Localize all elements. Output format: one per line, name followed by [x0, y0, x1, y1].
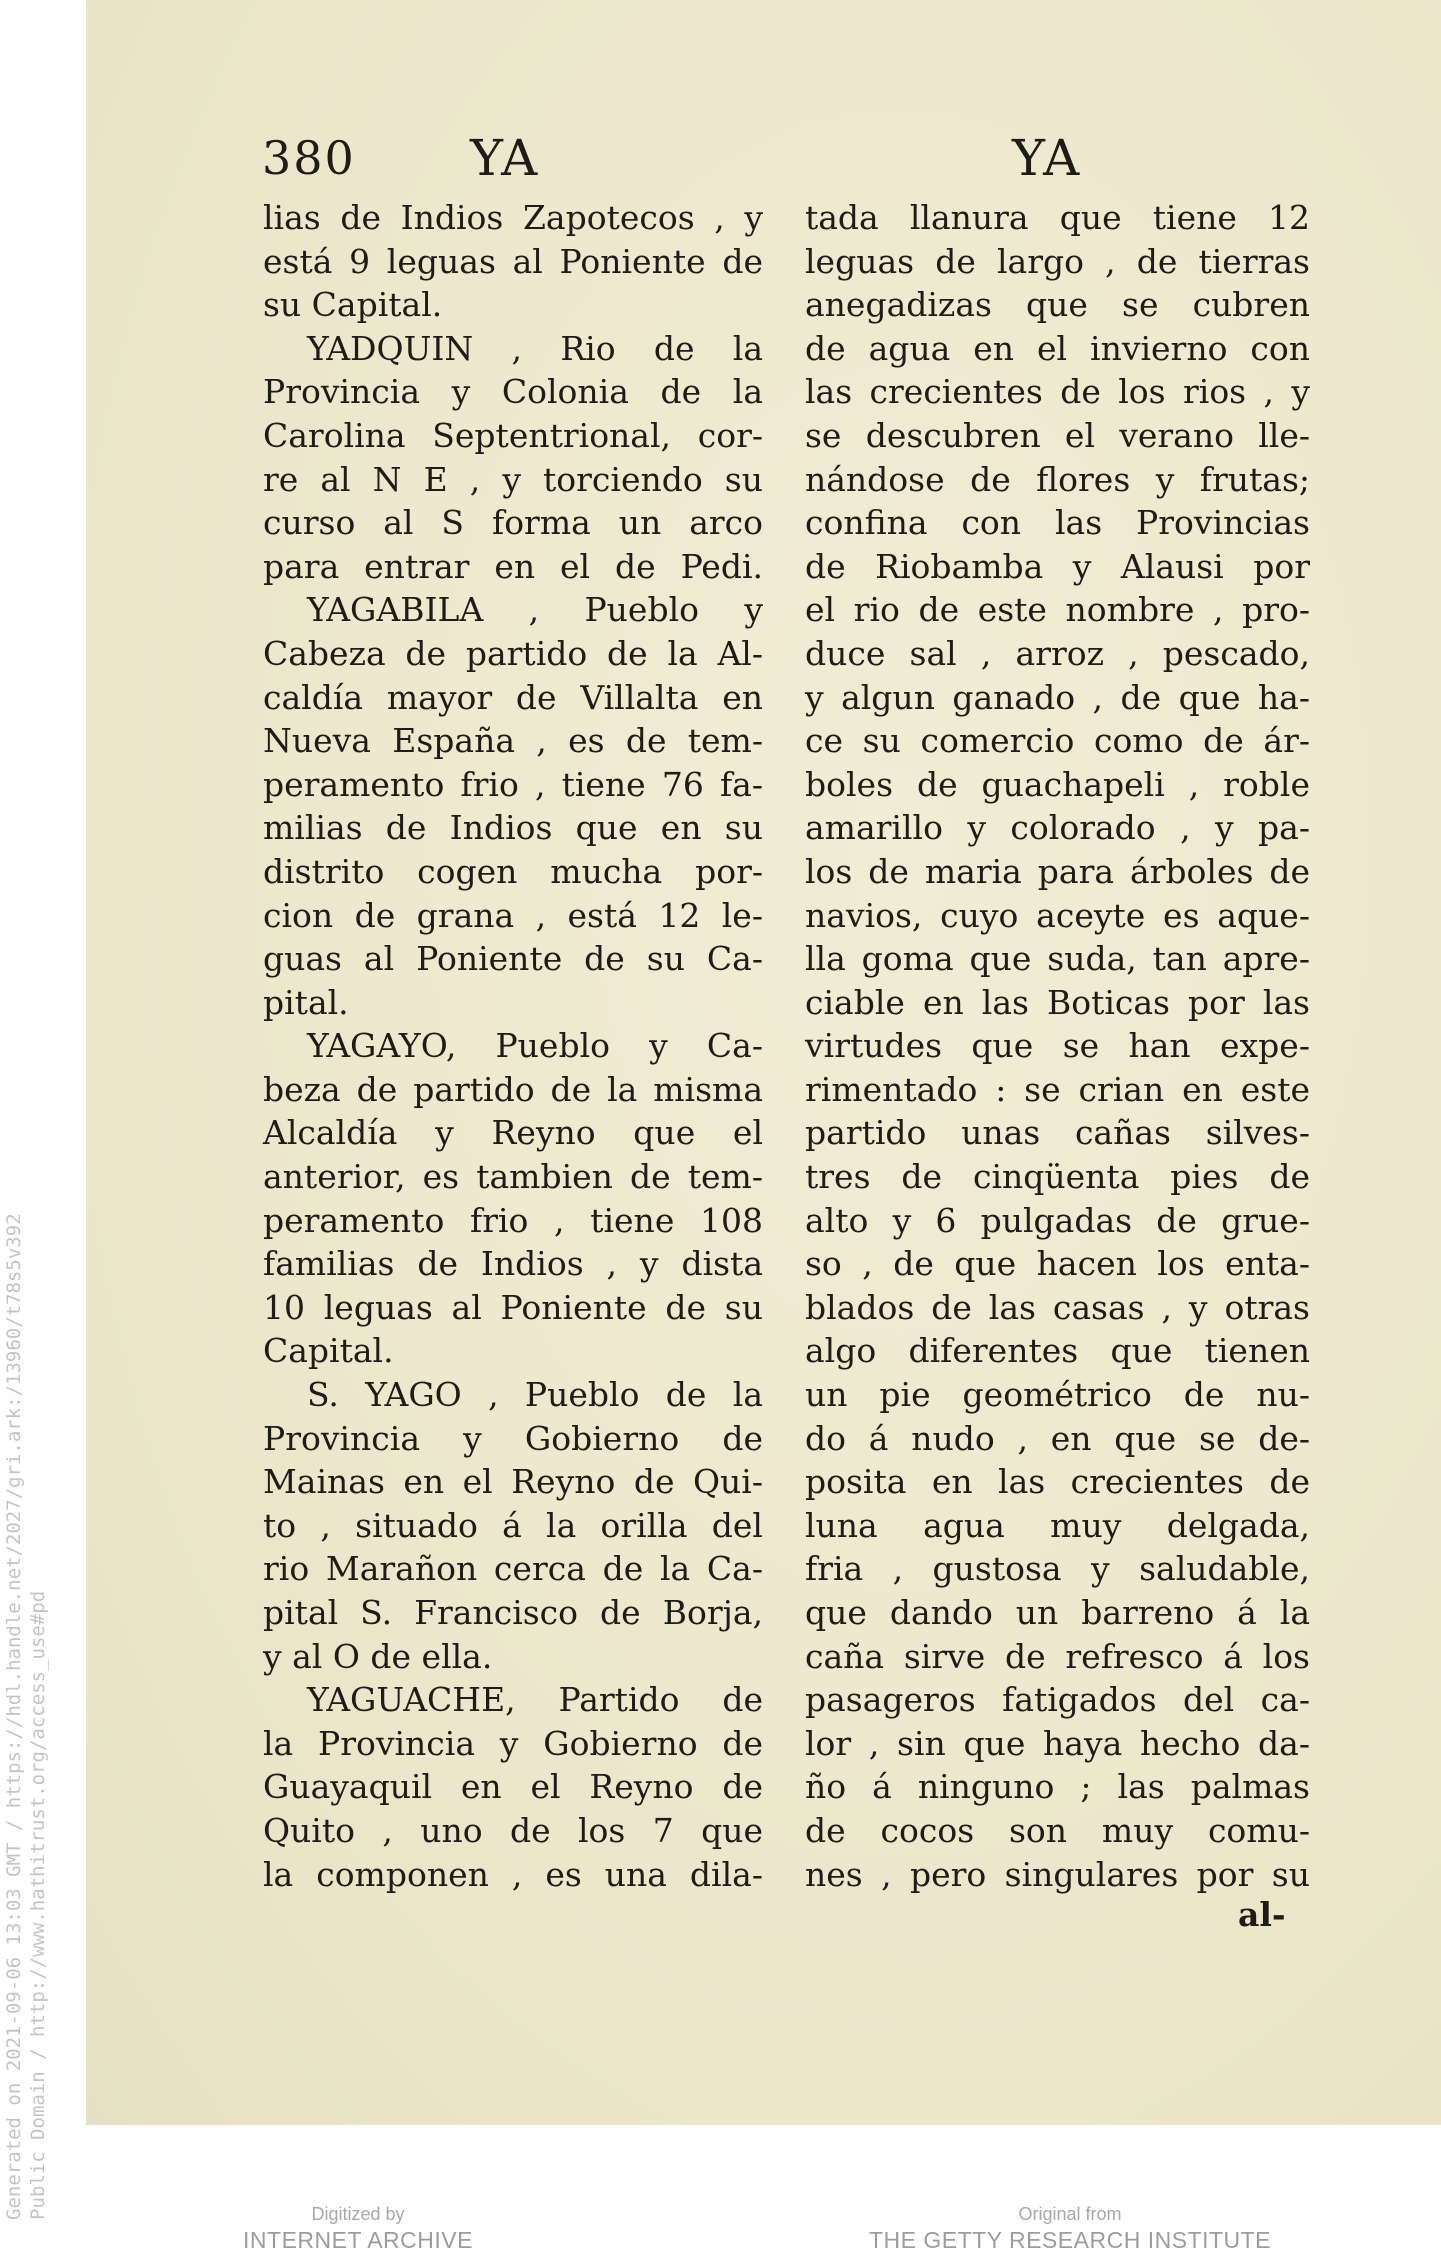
text-line: anegadizas que se cubren: [805, 285, 1310, 325]
text-line: guas al Poniente de su Ca-: [263, 939, 763, 979]
text-line: de Riobamba y Alausi por: [805, 546, 1310, 586]
text-line: un pie geométrico de nu-: [805, 1375, 1310, 1415]
text-line: partido unas cañas silves-: [805, 1113, 1310, 1153]
text-line: ciable en las Boticas por las: [805, 982, 1310, 1022]
text-line: beza de partido de la misma: [263, 1069, 763, 1109]
text-line: luna agua muy delgada,: [805, 1505, 1310, 1545]
text-line: confina con las Provincias: [805, 503, 1310, 543]
text-line: la Provincia y Gobierno de: [263, 1723, 763, 1763]
text-line: ce su comercio como de ár-: [805, 721, 1310, 761]
running-head-left: YA: [470, 129, 540, 187]
page-number: 380: [262, 131, 356, 185]
text-line: las crecientes de los rios , y: [805, 372, 1310, 412]
text-line: su Capital.: [263, 285, 443, 325]
text-line: rio Marañon cerca de la Ca-: [263, 1549, 763, 1589]
text-line: tres de cinqüenta pies de: [805, 1157, 1310, 1197]
text-line: do á nudo , en que se de-: [805, 1418, 1310, 1458]
running-head-right: YA: [1012, 129, 1082, 187]
text-line: Provincia y Gobierno de: [263, 1418, 763, 1458]
text-line: amarillo y colorado , y pa-: [805, 808, 1310, 848]
right-text-column: [805, 196, 1310, 1896]
text-line: YADQUIN , Rio de la: [307, 328, 763, 368]
text-line: de agua en el invierno con: [805, 328, 1310, 368]
text-line: el rio de este nombre , pro-: [805, 590, 1310, 630]
text-line: los de maria para árboles de: [805, 851, 1310, 891]
text-line: milias de Indios que en su: [263, 808, 763, 848]
text-line: Quito , uno de los 7 que: [263, 1810, 763, 1850]
text-line: cion de grana , está 12 le-: [263, 895, 763, 935]
text-line: y algun ganado , de que ha-: [805, 677, 1310, 717]
text-line: peramento frio , tiene 108: [263, 1200, 763, 1240]
watermark-line-1: Generated on 2021-09-06 13:03 GMT / https://hdl.handle.net/2027/gri.ark:/13960/t78s5v392: [3, 1213, 25, 2220]
text-line: duce sal , arroz , pescado,: [805, 633, 1310, 673]
text-line: Alcaldía y Reyno que el: [263, 1113, 763, 1153]
text-line: ño á ninguno ; las palmas: [805, 1767, 1310, 1807]
text-line: Provincia y Colonia de la: [263, 372, 763, 412]
text-line: Capital.: [263, 1331, 394, 1371]
text-line: alto y 6 pulgadas de grue-: [805, 1200, 1310, 1240]
text-line: caña sirve de refresco á los: [805, 1636, 1310, 1676]
text-line: caldía mayor de Villalta en: [263, 677, 763, 717]
text-line: 10 leguas al Poniente de su: [263, 1287, 763, 1327]
text-line: fria , gustosa y saludable,: [805, 1549, 1310, 1589]
text-line: posita en las crecientes de: [805, 1462, 1310, 1502]
text-line: rimentado : se crian en este: [805, 1069, 1310, 1109]
text-line: Cabeza de partido de la Al-: [263, 633, 763, 673]
text-line: de cocos son muy comu-: [805, 1810, 1310, 1850]
hathitrust-watermark: [2, 1020, 50, 2220]
text-line: pital S. Francisco de Borja,: [263, 1593, 763, 1632]
internet-archive-label: INTERNET ARCHIVE: [243, 2227, 473, 2253]
text-line: pital.: [263, 982, 349, 1022]
text-line: lias de Indios Zapotecos , y: [263, 198, 763, 237]
text-line: nándose de flores y frutas;: [805, 459, 1310, 499]
text-line: algo diferentes que tienen: [805, 1331, 1310, 1371]
text-line: Mainas en el Reyno de Qui-: [263, 1462, 763, 1502]
text-line: YAGABILA , Pueblo y: [307, 590, 763, 630]
text-line: que dando un barreno á la: [805, 1593, 1310, 1632]
catchword: al-: [1238, 1895, 1286, 1934]
text-line: re al N E , y torciendo su: [263, 459, 763, 499]
text-line: se descubren el verano lle-: [805, 415, 1310, 455]
original-from-label: Original from: [1018, 2204, 1122, 2224]
text-line: anterior, es tambien de tem-: [263, 1157, 763, 1197]
text-line: distrito cogen mucha por-: [263, 851, 763, 891]
text-line: YAGUACHE, Partido de: [307, 1680, 763, 1720]
text-line: y al O de ella.: [263, 1636, 493, 1676]
text-line: la componen , es una dila-: [263, 1854, 763, 1894]
text-line: Nueva España , es de tem-: [263, 721, 763, 761]
text-line: leguas de largo , de tierras: [805, 241, 1310, 281]
digitized-by-credit: [208, 2203, 508, 2255]
text-line: blados de las casas , y otras: [805, 1287, 1310, 1327]
text-line: tada llanura que tiene 12: [805, 198, 1310, 237]
text-line: curso al S forma un arco: [263, 503, 763, 543]
digitized-by-label: Digitized by: [311, 2204, 405, 2224]
left-text-column: [263, 196, 763, 1896]
text-line: peramento frio , tiene 76 fa-: [263, 764, 763, 804]
text-line: lla goma que suda, tan apre-: [805, 939, 1310, 979]
text-line: to , situado á la orilla del: [263, 1505, 763, 1545]
text-line: nes , pero singulares por su: [805, 1854, 1310, 1894]
text-line: para entrar en el de Pedi.: [263, 546, 763, 586]
text-line: so , de que hacen los enta-: [805, 1244, 1310, 1284]
text-line: familias de Indios , y dista: [263, 1244, 763, 1284]
text-line: Guayaquil en el Reyno de: [263, 1767, 763, 1807]
text-line: S. YAGO , Pueblo de la: [307, 1375, 763, 1415]
original-from-credit: [860, 2203, 1280, 2255]
watermark-line-2: Public Domain / http://www.hathitrust.org/access_use#pd: [27, 1590, 49, 2220]
text-line: navios, cuyo aceyte es aque-: [805, 895, 1310, 935]
text-line: virtudes que se han expe-: [805, 1026, 1310, 1066]
text-line: está 9 leguas al Poniente de: [263, 241, 763, 281]
text-line: pasageros fatigados del ca-: [805, 1680, 1310, 1720]
getty-institute-label: THE GETTY RESEARCH INSTITUTE: [868, 2227, 1272, 2253]
text-line: boles de guachapeli , roble: [805, 764, 1310, 804]
text-line: Carolina Septentrional, cor-: [263, 415, 763, 455]
text-line: YAGAYO, Pueblo y Ca-: [307, 1026, 763, 1066]
text-line: lor , sin que haya hecho da-: [805, 1723, 1310, 1763]
